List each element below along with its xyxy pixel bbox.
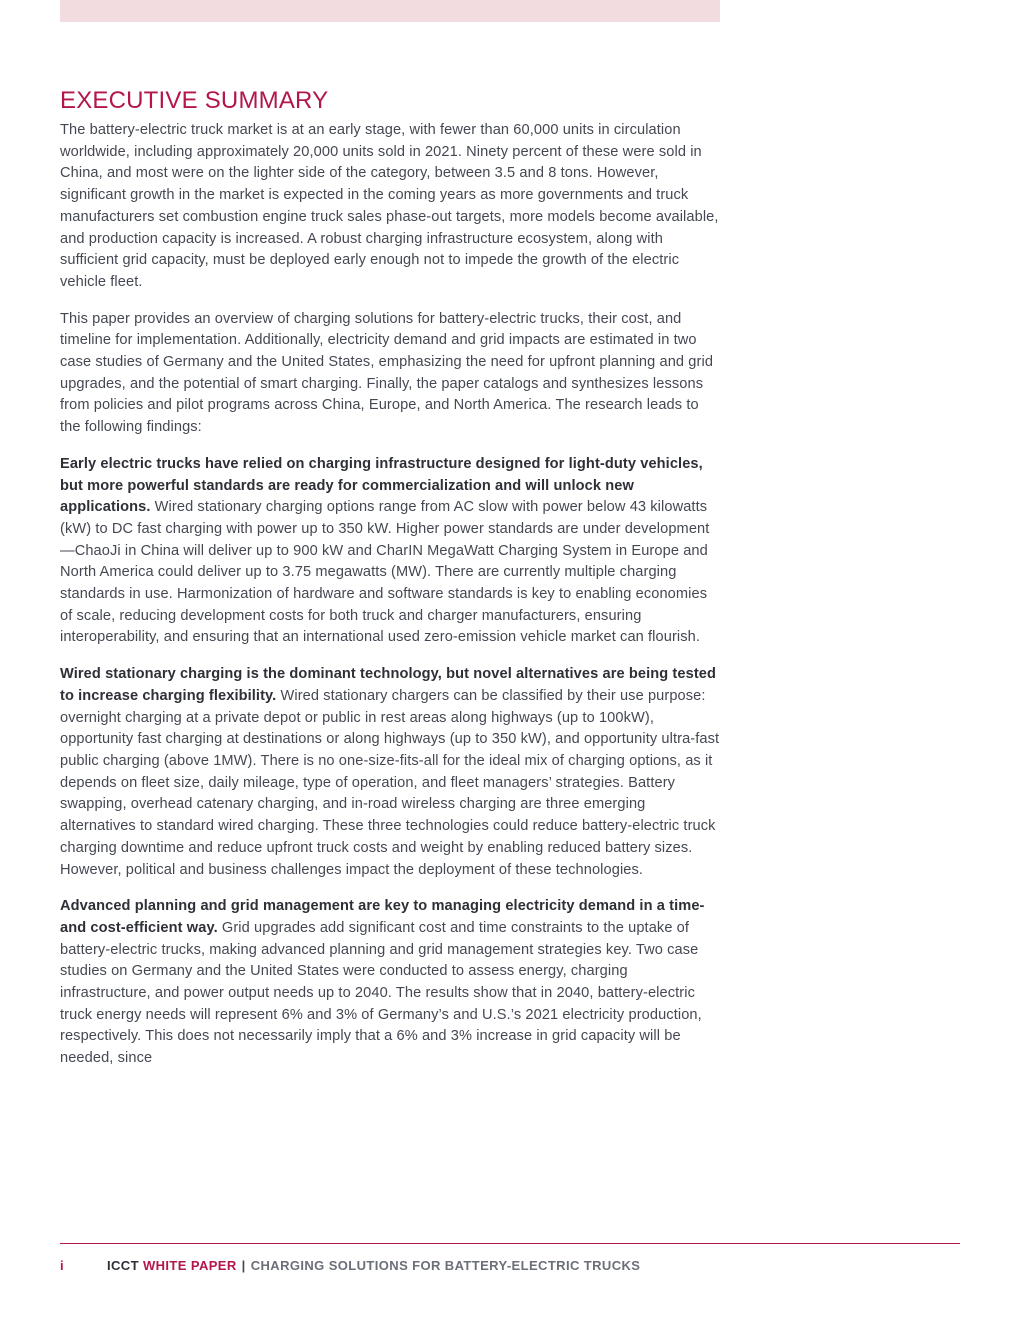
- finding-text: Wired stationary chargers can be classified by their use purpose: overnight charging at a private depot or public in rest areas along highways (up to 100kW), opportunity fast charging at destinations or along highways (up to 350 kW), and opportunity ultra-fast public charging (above 1MW). There is no one-size-fits-all for the ideal mix of charging options, as it depends on fleet size, daily mileage, type of operation, and fleet managers’ strategies. Battery swapping, overhead catenary charging, and in-road wireless charging are three emerging alternatives to standard wired charging. These three technologies could reduce battery-electric truck charging downtime and reduce upfront truck costs and weight by enabling reduced battery sizes. However, political and business challenges impact the deployment of these technologies.: [60, 687, 720, 878]
- footer-divider: [60, 1243, 960, 1244]
- page-footer: [60, 1257, 960, 1277]
- finding-text: Wired stationary charging options range from AC slow with power below 43 kilowatts (kW) to DC fast charging with power up to 350 kW. Higher power standards are under development—ChaoJi in China will deliver up to 900 kW and CharIN MegaWatt Charging System in Europe and North America could deliver up to 3.75 megawatts (MW). There are currently multiple charging standards in use. Harmonization of hardware and software standards is key to enabling economies of scale, reducing development costs for both truck and charger manufacturers, ensuring interoperability, and ensuring that an international used zero-emission vehicle market can flourish.: [60, 499, 710, 646]
- footer-org: ICCT: [107, 1258, 139, 1273]
- paragraph-overview: [60, 309, 722, 439]
- finding-lead: Early electric trucks have relied on charging infrastructure designed for light-duty vehicles, but more powerful standards are ready for commercialization and will unlock new applications.: [60, 455, 703, 516]
- footer-separator: |: [241, 1258, 246, 1273]
- finding-lead: Wired stationary charging is the dominant technology, but novel alternatives are being tested to increase charging flexibility.: [60, 666, 717, 704]
- page-number: i: [60, 1258, 65, 1273]
- footer-doc-title: CHARGING SOLUTIONS FOR BATTERY-ELECTRIC TRUCKS: [250, 1258, 641, 1273]
- finding-lead: Advanced planning and grid management are key to managing electricity demand in a time- and cost-efficient way.: [60, 898, 705, 936]
- section-title: EXECUTIVE SUMMARY: [60, 87, 329, 114]
- finding-grid-management: [60, 896, 722, 1070]
- header-band: [60, 0, 720, 22]
- finding-charging-standards: [60, 454, 722, 649]
- finding-wired-charging: [60, 664, 722, 881]
- footer-running-title: [107, 1257, 640, 1275]
- paragraph-text: The battery-electric truck market is at an early stage, with fewer than 60,000 units in circulation worldwide, including approximately 20,000 units sold in 2021. Ninety percent of these were sold in China, and most were on the lighter side of the category, between 3.5 and 8 tons. However, significant growth in the market is expected in the coming years as more governments and truck manufacturers set combustion engine truck sales phase-out targets, more models become available, and production capacity is increased. A robust charging infrastructure ecosystem, along with sufficient grid capacity, must be deployed early enough not to impede the growth of the electric vehicle fleet.: [60, 122, 719, 290]
- paragraph-text: This paper provides an overview of charging solutions for battery-electric trucks, their cost, and timeline for implementation. Additionally, electricity demand and grid impacts are estimated in two case studies of Germany and the United States, emphasizing the need for upfront planning and grid upgrades, and the potential of smart charging. Finally, the paper catalogs and synthesizes lessons from policies and pilot programs across China, Europe, and North America. The research leads to the following findings:: [60, 310, 714, 436]
- footer-series: WHITE PAPER: [142, 1258, 237, 1273]
- main-content: [60, 86, 722, 1085]
- finding-text: Grid upgrades add significant cost and time constraints to the uptake of battery-electric trucks, making advanced planning and grid management strategies key. Two case studies on Germany and the United States were conducted to assess energy, charging infrastructure, and power output needs up to 2040. The results show that in 2040, battery-electric truck energy needs will represent 6% and 3% of Germany’s and U.S.’s 2021 electricity production, respectively. This does not necessarily imply that a 6% and 3% increase in grid capacity will be needed, since: [60, 919, 702, 1067]
- paragraph-intro: [60, 120, 722, 294]
